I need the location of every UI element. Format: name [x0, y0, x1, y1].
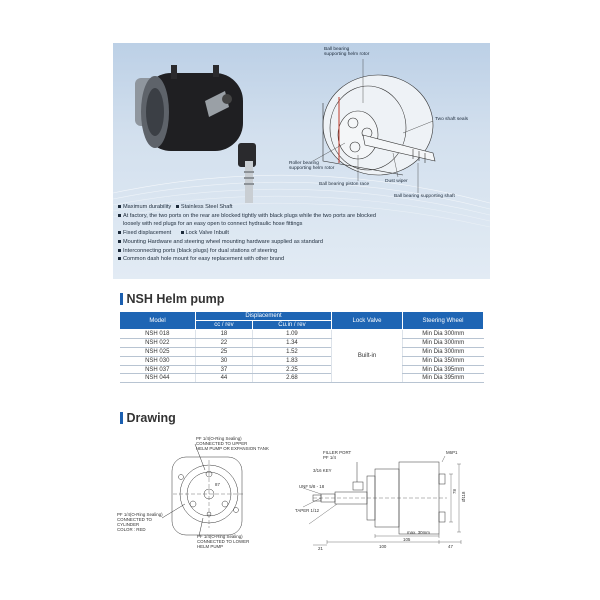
- label-key: 3/16 KEY: [313, 468, 332, 473]
- label-unf: UNF 5/8 - 18: [299, 484, 325, 489]
- feature-item: loosely with red plugs for an easy open to connect hydraulic hose fittings: [123, 221, 303, 228]
- feature-item: Fixed displacement Lock Valve Inbuilt: [118, 229, 483, 238]
- header-lock-valve: Lock Valve: [332, 312, 403, 330]
- bullet-icon: [176, 205, 179, 208]
- label-dim-21: 21: [318, 546, 323, 551]
- callout-ball-bearing-rotor: Ball bearing supporting helm rotor: [324, 47, 370, 58]
- label-dim-87: 87: [215, 482, 220, 487]
- label-dim-105: 105: [403, 537, 411, 542]
- bullet-icon: [118, 231, 121, 234]
- section-marker: [120, 293, 123, 305]
- section-marker: [120, 412, 123, 424]
- label-filler-port: FILLER PORT PF 1/4: [323, 450, 352, 460]
- bullet-icon: [181, 231, 184, 234]
- drawing-artwork: [117, 432, 487, 562]
- table-row: NSH 044 44 2.68 Min Dia 395mm: [120, 374, 484, 383]
- label-max-30: max. 30mm: [407, 530, 430, 535]
- technical-drawing: [117, 432, 487, 562]
- bullet-icon: [118, 257, 121, 260]
- feature-item: Common dash hole mount for easy replacement with other brand: [118, 255, 483, 264]
- bullet-icon: [118, 205, 121, 208]
- header-steering-wheel: Steering Wheel: [403, 312, 484, 330]
- feature-item: Interconnecting ports (black plugs) for dual stations of steering: [118, 247, 483, 256]
- callout-ball-bearing-race: Ball bearing piston race: [319, 182, 370, 187]
- bullet-icon: [118, 214, 121, 217]
- feature-item: At factory, the two ports on the rear are blocked tightly with black plugs while the two ports are blocked: [118, 212, 483, 221]
- table-row: NSH 025 25 1.52 Min Dia 300mm: [120, 347, 484, 356]
- callout-dust-wiper: Dust wiper: [385, 179, 408, 184]
- header-model: Model: [120, 312, 196, 330]
- table-row: NSH 037 37 2.25 Min Dia 395mm: [120, 365, 484, 374]
- label-pf-lower: PF 1/4(O-Ring Sealing) CONNECTED TO LOWER HELM PUMP: [197, 534, 250, 549]
- table-row: NSH 018 18 1.09 Built-in Min Dia 300mm: [120, 330, 484, 339]
- header-displacement: Displacement: [196, 312, 332, 321]
- callout-two-shaft-seals: Two shaft seals: [435, 117, 469, 122]
- lock-valve-cell: Built-in: [332, 330, 403, 383]
- feature-item: Mounting Hardware and steering wheel mounting hardware supplied as standard: [118, 238, 483, 247]
- label-dim-118: Ø118: [461, 491, 466, 502]
- label-taper: TAPER 1/12: [295, 508, 320, 513]
- bullet-icon: [118, 249, 121, 252]
- table-row: NSH 022 22 1.34 Min Dia 300mm: [120, 338, 484, 347]
- label-m6: M6P1: [446, 450, 458, 455]
- feature-item: Maximum durability Stainless Steel Shaft: [118, 203, 483, 212]
- bullet-icon: [118, 240, 121, 243]
- table-row: NSH 030 30 1.83 Min Dia 350mm: [120, 356, 484, 365]
- label-dim-78: 78: [452, 489, 457, 494]
- callout-ball-bearing-shaft: Ball bearing supporting shaft: [394, 194, 455, 199]
- header-cuin-rev: Cu.in / rev: [252, 321, 331, 330]
- label-dim-100: 100: [379, 544, 387, 549]
- header-cc-rev: cc / rev: [196, 321, 253, 330]
- label-dim-47: 47: [448, 544, 453, 549]
- cutaway-illustration: [323, 75, 435, 175]
- section-title-helm-pump: NSH Helm pump: [120, 292, 224, 306]
- helm-pump-photo: [135, 65, 256, 203]
- label-pf-cylinder: PF 1/4(O-Ring Sealing) CONNECTED TO CYLINDER COLOR : RED: [117, 512, 163, 532]
- feature-list: [118, 203, 483, 264]
- section-title-drawing: Drawing: [120, 411, 176, 425]
- spec-table: [119, 311, 484, 383]
- callout-roller-bearing: Roller bearing supporting helm rotor: [289, 161, 335, 172]
- label-pf-upper: PF 1/4(O-Ring Sealing) CONNECTED TO UPPER HELM PUMP OR EXPANSION TANK: [196, 436, 269, 451]
